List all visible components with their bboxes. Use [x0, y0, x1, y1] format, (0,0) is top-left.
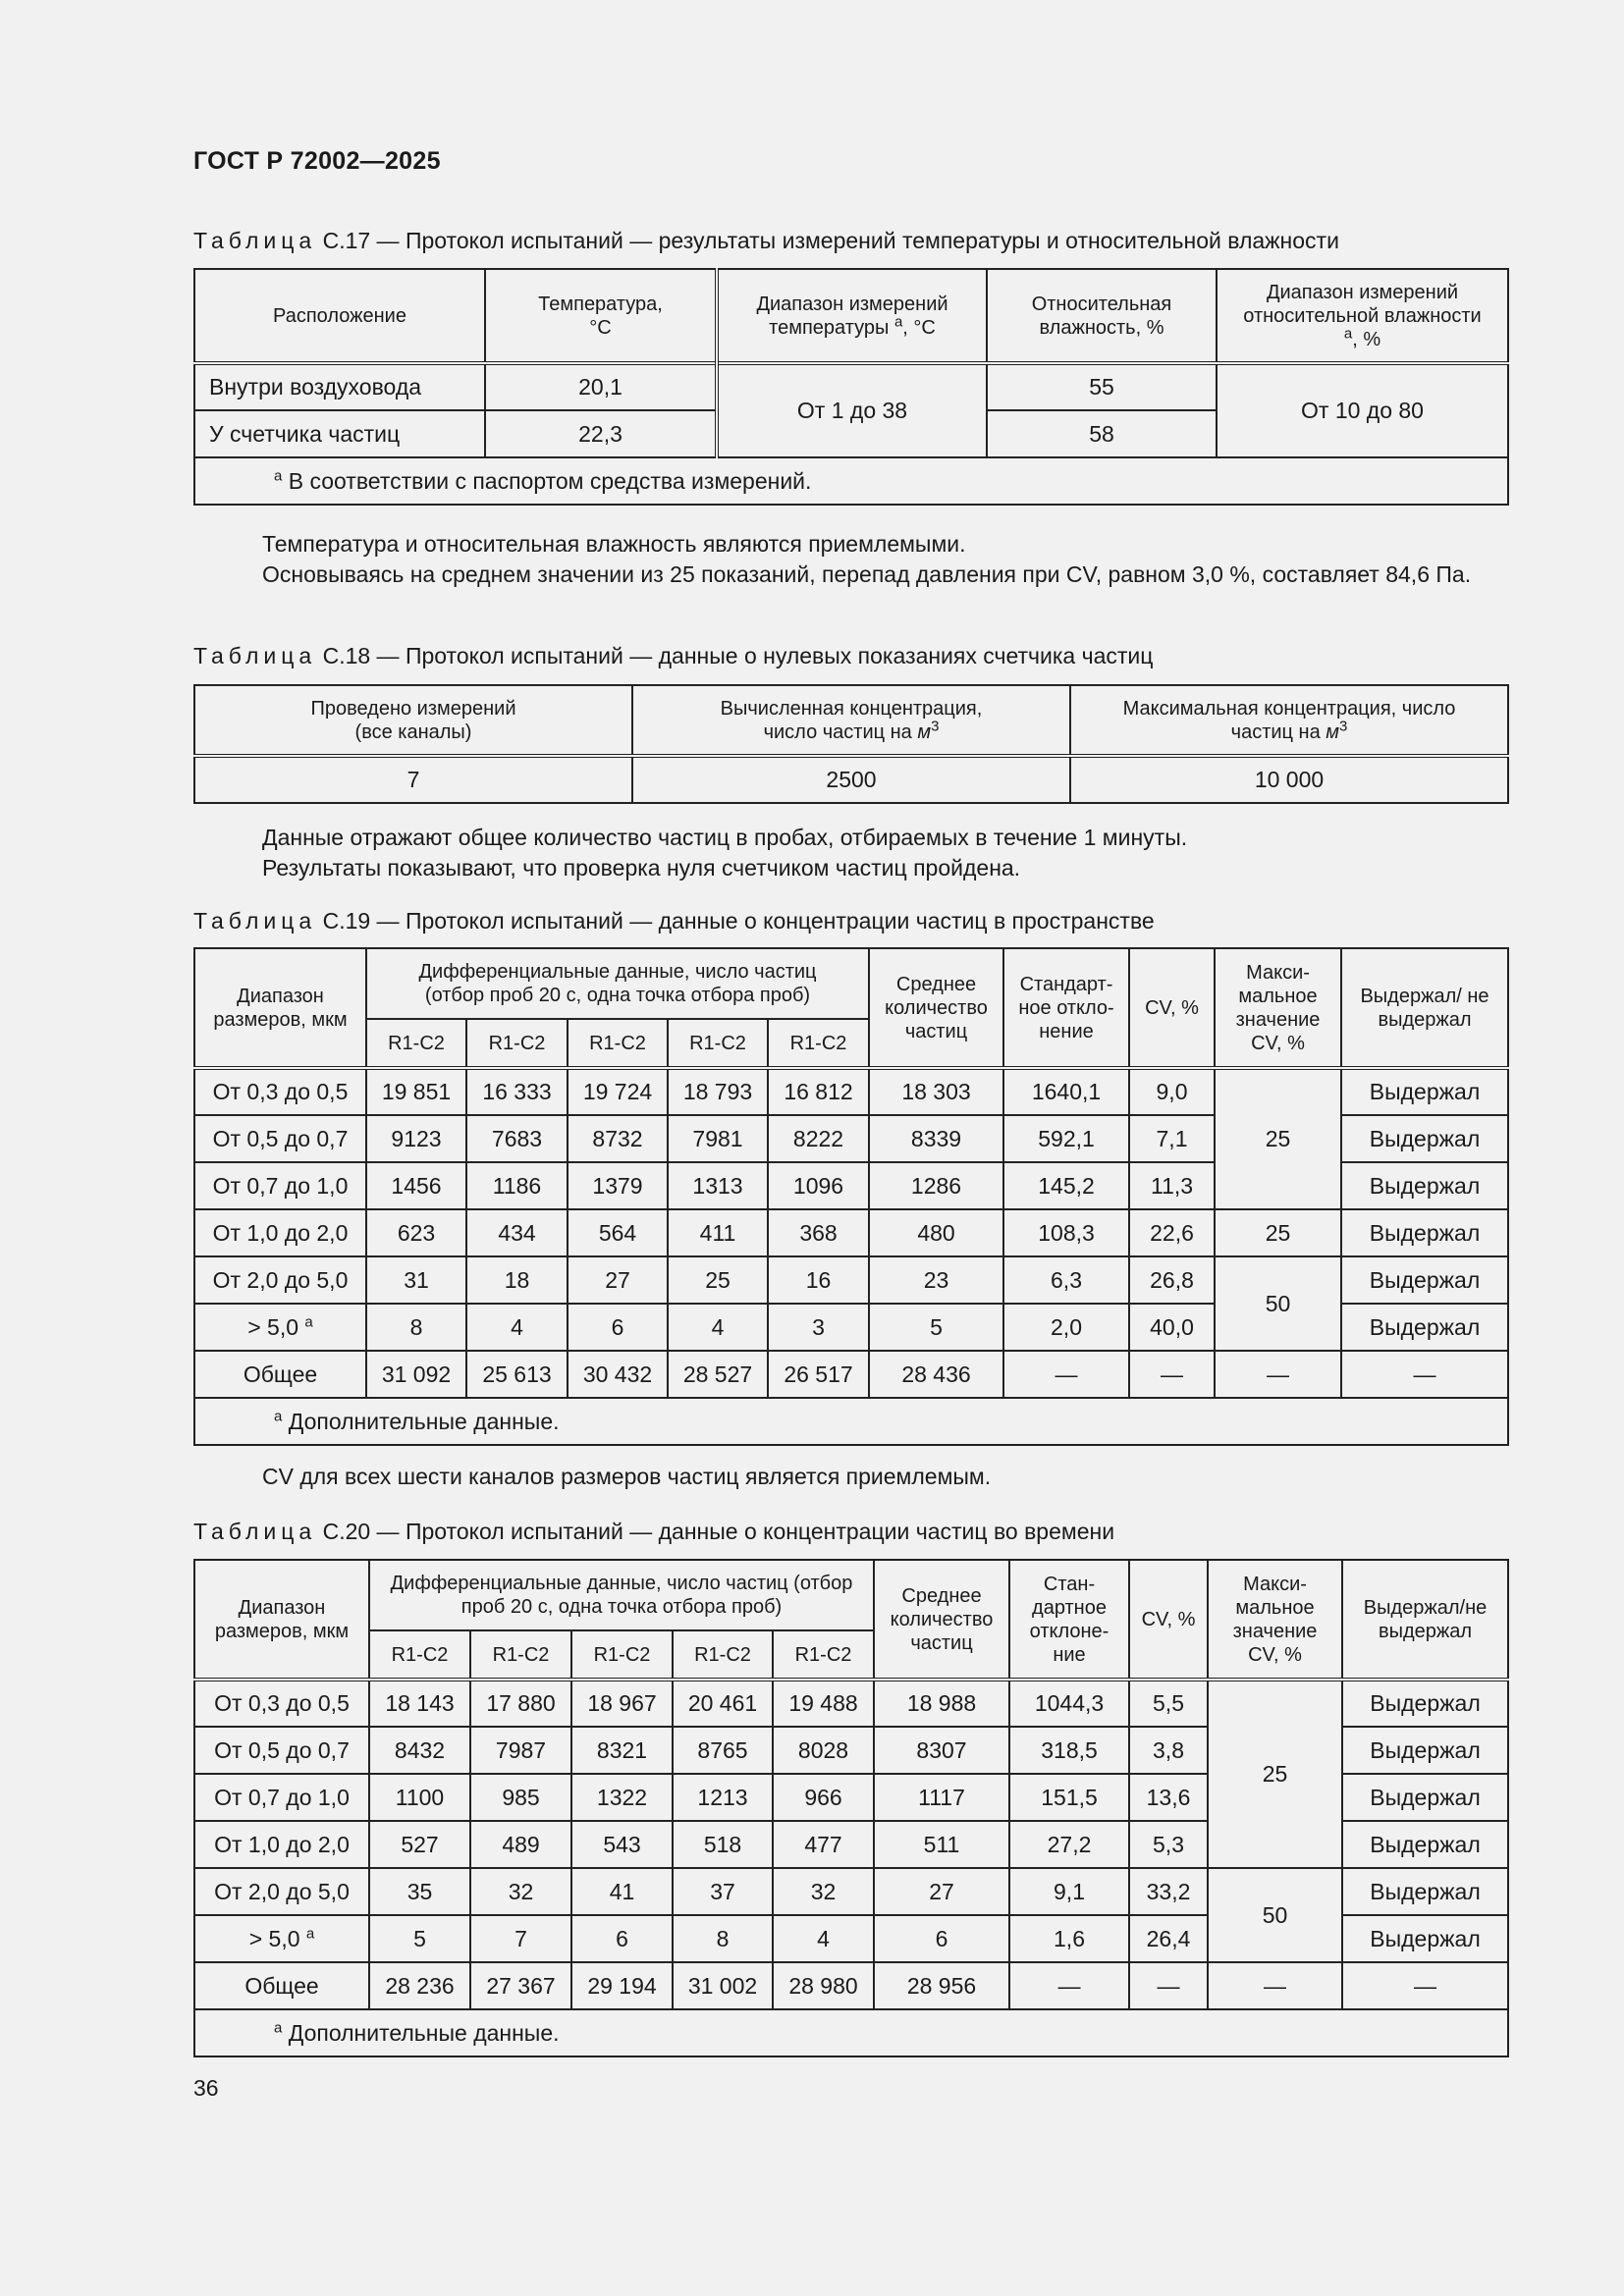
t20-range: От 2,0 до 5,0: [194, 1868, 369, 1915]
t17-rh: 58: [987, 410, 1217, 457]
t19-value: 623: [366, 1209, 466, 1256]
t19-value: 8222: [768, 1115, 869, 1162]
t19-total-result: —: [1341, 1351, 1508, 1398]
t20-col-mean: Среднее количество частиц: [874, 1560, 1009, 1680]
t20-result: Выдержал: [1342, 1727, 1508, 1774]
t19-value: 4: [466, 1304, 568, 1351]
t20-std: 1044,3: [1009, 1680, 1129, 1727]
t20-col-diff: Дифференциальные данные, число частиц (отбор проб 20 с, одна точка отбора проб): [369, 1560, 874, 1630]
t20-mean: 1117: [874, 1774, 1009, 1821]
page-number: 36: [193, 2075, 219, 2101]
t20-value: 518: [673, 1821, 773, 1868]
t20-value: 527: [369, 1821, 470, 1868]
t20-value: 477: [773, 1821, 874, 1868]
t20-maxcv: 50: [1208, 1868, 1342, 1962]
t19-range: От 0,3 до 0,5: [194, 1068, 366, 1115]
t19-total-cv: —: [1129, 1351, 1215, 1398]
t19-sub-header: R1-C2: [768, 1019, 869, 1068]
t19-range: От 2,0 до 5,0: [194, 1256, 366, 1304]
t20-value: 5: [369, 1915, 470, 1962]
t19-cv: 22,6: [1129, 1209, 1215, 1256]
t19-range: От 1,0 до 2,0: [194, 1209, 366, 1256]
t20-value: 8765: [673, 1727, 773, 1774]
t20-value: 37: [673, 1868, 773, 1915]
t19-total-value: 26 517: [768, 1351, 869, 1398]
t20-cv: 3,8: [1129, 1727, 1208, 1774]
t19-maxcv: 50: [1215, 1256, 1341, 1351]
t19-total-label: Общее: [194, 1351, 366, 1398]
t19-result: Выдержал: [1341, 1115, 1508, 1162]
t19-cv: 11,3: [1129, 1162, 1215, 1209]
t20-cv: 33,2: [1129, 1868, 1208, 1915]
t20-value: 966: [773, 1774, 874, 1821]
t20-std: 27,2: [1009, 1821, 1129, 1868]
t19-col-result: Выдержал/ не выдержал: [1341, 948, 1508, 1068]
t20-total-value: 27 367: [470, 1962, 571, 2009]
t20-range: От 0,3 до 0,5: [194, 1680, 369, 1727]
t17-temp: 22,3: [485, 410, 717, 457]
t19-range: От 0,7 до 1,0: [194, 1162, 366, 1209]
t17-rh-range: От 10 до 80: [1217, 363, 1508, 457]
t20-range: От 0,5 до 0,7: [194, 1727, 369, 1774]
t20-value: 8: [673, 1915, 773, 1962]
t17-location: Внутри воздуховода: [194, 363, 485, 410]
t17-location: У счетчика частиц: [194, 410, 485, 457]
t18-col-measurements: Проведено измерений (все каналы): [194, 685, 632, 756]
t19-col-mean: Среднее количество частиц: [869, 948, 1003, 1068]
t19-mean: 23: [869, 1256, 1003, 1304]
table-c18-caption: Таблица С.18 — Протокол испытаний — данные о нулевых показаниях счетчика частиц: [193, 643, 1154, 668]
t19-result: Выдержал: [1341, 1256, 1508, 1304]
t19-sub-header: R1-C2: [366, 1019, 466, 1068]
t19-result: Выдержал: [1341, 1068, 1508, 1115]
t19-value: 564: [568, 1209, 668, 1256]
t19-cv: 9,0: [1129, 1068, 1215, 1115]
paragraph-line: CV для всех шести каналов размеров частиц является приемлемым.: [262, 1464, 992, 1489]
t17-temp: 20,1: [485, 363, 717, 410]
t20-col-range: Диапазон размеров, мкм: [194, 1560, 369, 1680]
table-row: [194, 1680, 1508, 1727]
t19-col-std: Стандарт-ное откло-нение: [1003, 948, 1129, 1068]
t20-total-mean: 28 956: [874, 1962, 1009, 2009]
t20-value: 489: [470, 1821, 571, 1868]
t20-sub-header: R1-C2: [773, 1630, 874, 1680]
t19-mean: 480: [869, 1209, 1003, 1256]
t20-value: 4: [773, 1915, 874, 1962]
t18-col-calculated: Вычисленная концентрация, число частиц на $м^3$: [632, 685, 1070, 756]
t20-std: 1,6: [1009, 1915, 1129, 1962]
t20-col-cv: CV, %: [1129, 1560, 1208, 1680]
t19-total-value: 31 092: [366, 1351, 466, 1398]
table-row: [194, 756, 1508, 803]
t19-total-maxcv: —: [1215, 1351, 1341, 1398]
paragraph-line: Основываясь на среднем значении из 25 показаний, перепад давления при CV, равном 3,0 %, составляет 84,6 Па.: [262, 561, 1472, 587]
t19-col-cv: CV, %: [1129, 948, 1215, 1068]
t19-col-diff: Дифференциальные данные, число частиц (отбор проб 20 с, одна точка отбора проб): [366, 948, 869, 1019]
t20-cv: 5,5: [1129, 1680, 1208, 1727]
t19-result: Выдержал: [1341, 1209, 1508, 1256]
t20-maxcv: 25: [1208, 1680, 1342, 1868]
t20-value: 19 488: [773, 1680, 874, 1727]
t18-value: 10 000: [1070, 756, 1508, 803]
t20-result: Выдержал: [1342, 1868, 1508, 1915]
t19-sub-header: R1-C2: [466, 1019, 568, 1068]
t19-total-value: 30 432: [568, 1351, 668, 1398]
t19-total-mean: 28 436: [869, 1351, 1003, 1398]
t19-value: 16 812: [768, 1068, 869, 1115]
standard-header: ГОСТ Р 72002—2025: [193, 147, 441, 175]
paragraph-line: Температура и относительная влажность являются приемлемыми.: [262, 531, 966, 557]
t19-col-maxcv: Макси-мальное значение CV, %: [1215, 948, 1341, 1068]
t20-total-maxcv: —: [1208, 1962, 1342, 2009]
t20-sub-header: R1-C2: [470, 1630, 571, 1680]
t20-total-value: 28 236: [369, 1962, 470, 2009]
t20-total-value: 28 980: [773, 1962, 874, 2009]
t20-mean: 27: [874, 1868, 1009, 1915]
t19-std: 108,3: [1003, 1209, 1129, 1256]
t19-value: 6: [568, 1304, 668, 1351]
t20-col-maxcv: Макси-мальное значение CV, %: [1208, 1560, 1342, 1680]
t19-mean: 1286: [869, 1162, 1003, 1209]
t20-cv: 5,3: [1129, 1821, 1208, 1868]
t19-mean: 8339: [869, 1115, 1003, 1162]
t20-value: 17 880: [470, 1680, 571, 1727]
t20-total-result: —: [1342, 1962, 1508, 2009]
t19-total-value: 28 527: [668, 1351, 768, 1398]
t20-value: 7: [470, 1915, 571, 1962]
t19-value: 16: [768, 1256, 869, 1304]
t20-sub-header: R1-C2: [369, 1630, 470, 1680]
t19-value: 1096: [768, 1162, 869, 1209]
t19-value: 31: [366, 1256, 466, 1304]
table-c17-caption: Таблица С.17 — Протокол испытаний — результаты измерений температуры и относительной влажности: [193, 228, 1339, 253]
t19-maxcv: 25: [1215, 1068, 1341, 1209]
t19-value: 19 851: [366, 1068, 466, 1115]
t19-value: 18 793: [668, 1068, 768, 1115]
t17-col-temp-range: Диапазон измерений температуры $^а$, °С: [717, 269, 987, 363]
t19-value: 368: [768, 1209, 869, 1256]
t18-value: 7: [194, 756, 632, 803]
table-c20: [193, 1559, 1509, 2057]
t20-std: 9,1: [1009, 1868, 1129, 1915]
t19-mean: 18 303: [869, 1068, 1003, 1115]
t19-value: 8: [366, 1304, 466, 1351]
t20-mean: 18 988: [874, 1680, 1009, 1727]
t20-range: От 0,7 до 1,0: [194, 1774, 369, 1821]
t18-value: 2500: [632, 756, 1070, 803]
table-c19-caption: Таблица С.19 — Протокол испытаний — данные о концентрации частиц в пространстве: [193, 908, 1155, 934]
t19-result: Выдержал: [1341, 1162, 1508, 1209]
t19-value: 19 724: [568, 1068, 668, 1115]
t20-value: 18 967: [571, 1680, 673, 1727]
t17-temp-range: От 1 до 38: [717, 363, 987, 457]
table-c18: [193, 684, 1509, 804]
t19-value: 1313: [668, 1162, 768, 1209]
t20-sub-header: R1-C2: [571, 1630, 673, 1680]
t20-value: 543: [571, 1821, 673, 1868]
t19-value: 434: [466, 1209, 568, 1256]
t20-col-std: Стан-дартное отклоне-ние: [1009, 1560, 1129, 1680]
t20-total-value: 29 194: [571, 1962, 673, 2009]
t20-value: 1100: [369, 1774, 470, 1821]
table-row: [194, 1256, 1508, 1304]
t20-value: 8432: [369, 1727, 470, 1774]
table-row: [194, 1068, 1508, 1115]
t19-value: 1456: [366, 1162, 466, 1209]
table-row: [194, 363, 1508, 410]
t19-maxcv: 25: [1215, 1209, 1341, 1256]
t20-value: 7987: [470, 1727, 571, 1774]
t20-value: 41: [571, 1868, 673, 1915]
t19-value: 25: [668, 1256, 768, 1304]
t20-footnote: $^а$ Дополнительные данные.: [194, 2009, 1508, 2056]
t20-mean: 6: [874, 1915, 1009, 1962]
t18-col-maximum: Максимальная концентрация, число частиц на $м^3$: [1070, 685, 1508, 756]
table-c17: [193, 268, 1509, 506]
t19-std: 145,2: [1003, 1162, 1129, 1209]
t19-sub-header: R1-C2: [668, 1019, 768, 1068]
t20-value: 32: [773, 1868, 874, 1915]
t19-cv: 26,8: [1129, 1256, 1215, 1304]
t19-total-std: —: [1003, 1351, 1129, 1398]
t19-value: 7683: [466, 1115, 568, 1162]
t20-total-label: Общее: [194, 1962, 369, 2009]
t20-std: 151,5: [1009, 1774, 1129, 1821]
t19-value: 411: [668, 1209, 768, 1256]
table-c20-caption: Таблица С.20 — Протокол испытаний — данные о концентрации частиц во времени: [193, 1519, 1115, 1544]
table-c19: [193, 947, 1509, 1446]
paragraph-conclusion-1: [193, 529, 1507, 590]
t20-value: 1322: [571, 1774, 673, 1821]
t20-total-std: —: [1009, 1962, 1129, 2009]
t20-result: Выдержал: [1342, 1915, 1508, 1962]
t19-value: 8732: [568, 1115, 668, 1162]
paragraph-line: Результаты показывают, что проверка нуля счетчиком частиц пройдена.: [262, 855, 1021, 881]
paragraph-conclusion-3: [193, 1462, 1507, 1492]
t19-value: 1186: [466, 1162, 568, 1209]
t20-value: 1213: [673, 1774, 773, 1821]
t19-col-range: Диапазон размеров, мкм: [194, 948, 366, 1068]
t20-range: > 5,0 $^а$: [194, 1915, 369, 1962]
t19-sub-header: R1-C2: [568, 1019, 668, 1068]
t19-result: Выдержал: [1341, 1304, 1508, 1351]
t19-footnote: $^а$ Дополнительные данные.: [194, 1398, 1508, 1445]
t20-result: Выдержал: [1342, 1774, 1508, 1821]
t19-value: 27: [568, 1256, 668, 1304]
t20-col-result: Выдержал/не выдержал: [1342, 1560, 1508, 1680]
t20-std: 318,5: [1009, 1727, 1129, 1774]
t20-value: 20 461: [673, 1680, 773, 1727]
t17-col-rh: Относительная влажность, %: [987, 269, 1217, 363]
t20-value: 35: [369, 1868, 470, 1915]
t19-mean: 5: [869, 1304, 1003, 1351]
t20-result: Выдержал: [1342, 1680, 1508, 1727]
paragraph-conclusion-2: [193, 823, 1507, 883]
table-row-total: [194, 1962, 1508, 2009]
t19-std: 2,0: [1003, 1304, 1129, 1351]
t17-col-temp: Температура, °С: [485, 269, 717, 363]
t20-value: 32: [470, 1868, 571, 1915]
t19-range: > 5,0 $^а$: [194, 1304, 366, 1351]
t20-range: От 1,0 до 2,0: [194, 1821, 369, 1868]
t20-value: 8028: [773, 1727, 874, 1774]
t19-total-value: 25 613: [466, 1351, 568, 1398]
table-row: [194, 1209, 1508, 1256]
t19-std: 6,3: [1003, 1256, 1129, 1304]
t20-total-cv: —: [1129, 1962, 1208, 2009]
t20-mean: 511: [874, 1821, 1009, 1868]
t20-cv: 13,6: [1129, 1774, 1208, 1821]
t19-value: 16 333: [466, 1068, 568, 1115]
t20-cv: 26,4: [1129, 1915, 1208, 1962]
t19-cv: 7,1: [1129, 1115, 1215, 1162]
t20-value: 8321: [571, 1727, 673, 1774]
t20-result: Выдержал: [1342, 1821, 1508, 1868]
t19-value: 9123: [366, 1115, 466, 1162]
t20-value: 985: [470, 1774, 571, 1821]
t20-sub-header: R1-C2: [673, 1630, 773, 1680]
t17-col-rh-range: Диапазон измерений относительной влажности $^а$, %: [1217, 269, 1508, 363]
t19-value: 3: [768, 1304, 869, 1351]
t17-rh: 55: [987, 363, 1217, 410]
t19-value: 1379: [568, 1162, 668, 1209]
t20-mean: 8307: [874, 1727, 1009, 1774]
t20-value: 6: [571, 1915, 673, 1962]
t19-value: 4: [668, 1304, 768, 1351]
t17-col-location: Расположение: [194, 269, 485, 363]
t20-value: 18 143: [369, 1680, 470, 1727]
paragraph-line: Данные отражают общее количество частиц в пробах, отбираемых в течение 1 минуты.: [262, 825, 1188, 850]
t17-footnote: $^а$ В соответствии с паспортом средства измерений.: [194, 457, 1508, 505]
t19-cv: 40,0: [1129, 1304, 1215, 1351]
t19-std: 1640,1: [1003, 1068, 1129, 1115]
t19-range: От 0,5 до 0,7: [194, 1115, 366, 1162]
table-row: [194, 1868, 1508, 1915]
t19-std: 592,1: [1003, 1115, 1129, 1162]
t20-total-value: 31 002: [673, 1962, 773, 2009]
table-row-total: [194, 1351, 1508, 1398]
t19-value: 18: [466, 1256, 568, 1304]
t19-value: 7981: [668, 1115, 768, 1162]
